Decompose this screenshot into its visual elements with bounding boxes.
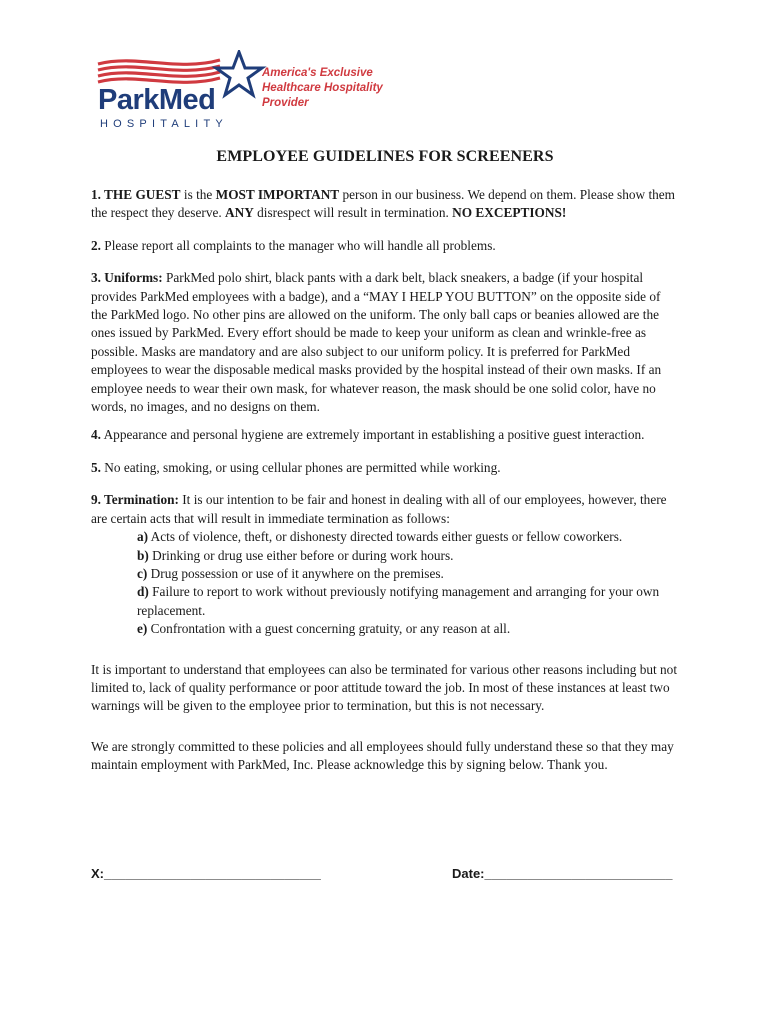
rule-4	[91, 426, 679, 444]
list-item-letter: c)	[137, 565, 148, 581]
rule-1-bold-b: MOST IMPORTANT	[215, 187, 340, 202]
list-item	[137, 547, 679, 565]
rule-4-number: 4.	[91, 427, 101, 443]
rule-1-bold-c: ANY	[225, 205, 254, 221]
rule-9-text: It is our intention to be fair and honest in dealing with all of our employees, however, there are certain acts that will result in immediate termination as follows:	[91, 492, 667, 526]
rule-1	[91, 186, 679, 223]
rule-1-number: 1. THE GUEST	[91, 187, 181, 202]
rule-1-text-a: is the	[180, 187, 216, 202]
document-body	[91, 186, 679, 789]
rule-2-number: 2.	[91, 237, 101, 253]
list-item-text: Failure to report to work without previously notifying management and arranging for your own replacement.	[137, 584, 660, 618]
tagline-line-1: America's Exclusive	[262, 67, 373, 79]
rule-3-text: ParkMed polo shirt, black pants with a dark belt, black sneakers, a badge (if your hospital provides ParkMed employees with a badge), and a “MAY I HELP YOU BUTTON” on the opposite side of the ParkMed logo. No other pins are allowed on the uniform. The only ball caps or beanies allowed are the ones issued by ParkMed. Every effort should be made to keep your uniform as clean and wrinkle-free as possible. Masks are mandatory and are also subject to our uniform policy. It is preferred for ParkMed employees to wear the disposable medical masks provided by the hospital instead of their own masks. If an employee needs to wear their own mask, for whatever reason, the mask should be one solid color, have no words, no images, and no designs on them.	[91, 270, 662, 415]
list-item-text: Acts of violence, theft, or dishonesty directed towards either guests or fellow coworkers.	[148, 529, 623, 545]
rule-5-text: No eating, smoking, or using cellular phones are permitted while working.	[100, 459, 501, 475]
parkmed-logo	[92, 50, 422, 128]
logo-subtitle: HOSPITALITY	[100, 118, 228, 130]
rule-5-number: 5.	[91, 459, 101, 475]
rule-9	[91, 491, 679, 528]
rule-1-text-b: person in our business. We depend on them. Please show them the respect they deserve.	[91, 187, 676, 221]
rule-1-bold-d: NO EXCEPTIONS!	[452, 205, 567, 221]
list-item	[137, 583, 679, 620]
rule-3-number: 3. Uniforms:	[91, 270, 163, 286]
termination-list	[137, 528, 679, 638]
rule-9-number: 9. Termination:	[91, 492, 179, 508]
list-item-text: Drinking or drug use either before or during work hours.	[148, 547, 454, 563]
rule-2	[91, 237, 679, 255]
list-item	[137, 528, 679, 546]
list-item	[137, 565, 679, 583]
rule-3	[91, 269, 679, 416]
list-item-letter: d)	[137, 584, 149, 600]
list-item-letter: e)	[137, 621, 148, 637]
rule-1-text-c: disrespect will result in termination.	[253, 205, 453, 221]
tagline-line-2: Healthcare Hospitality Provider	[262, 82, 383, 109]
list-item-text: Confrontation with a guest concerning gratuity, or any reason at all.	[147, 621, 511, 637]
rule-2-text: Please report all complaints to the manager who will handle all problems.	[100, 237, 496, 253]
rule-4-text: Appearance and personal hygiene are extremely important in establishing a positive guest interaction.	[100, 427, 645, 443]
signature-line[interactable]: X:______________________________	[91, 866, 321, 881]
list-item-letter: a)	[137, 529, 149, 545]
paragraph-termination-reasons: It is important to understand that employees can also be terminated for various other reasons including but not limited to, lack of quality performance or poor attitude toward the job. In most of these instances at least two warnings will be given to the employee prior to termination, but this is not necessary.	[91, 661, 678, 714]
date-line[interactable]: Date:__________________________	[452, 866, 673, 881]
list-item-text: Drug possession or use of it anywhere on the premises.	[147, 565, 444, 581]
logo-tagline	[262, 66, 422, 111]
rule-5	[91, 459, 679, 477]
page-title: EMPLOYEE GUIDELINES FOR SCREENERS	[216, 148, 554, 165]
logo-brand: ParkMed	[98, 84, 216, 116]
list-item-letter: b)	[137, 547, 149, 563]
paragraph-commitment: We are strongly committed to these policies and all employees should fully understand these so that they may maintain employment with ParkMed, Inc. Please acknowledge this by signing below. Thank you.	[91, 738, 674, 773]
list-item	[137, 620, 679, 638]
